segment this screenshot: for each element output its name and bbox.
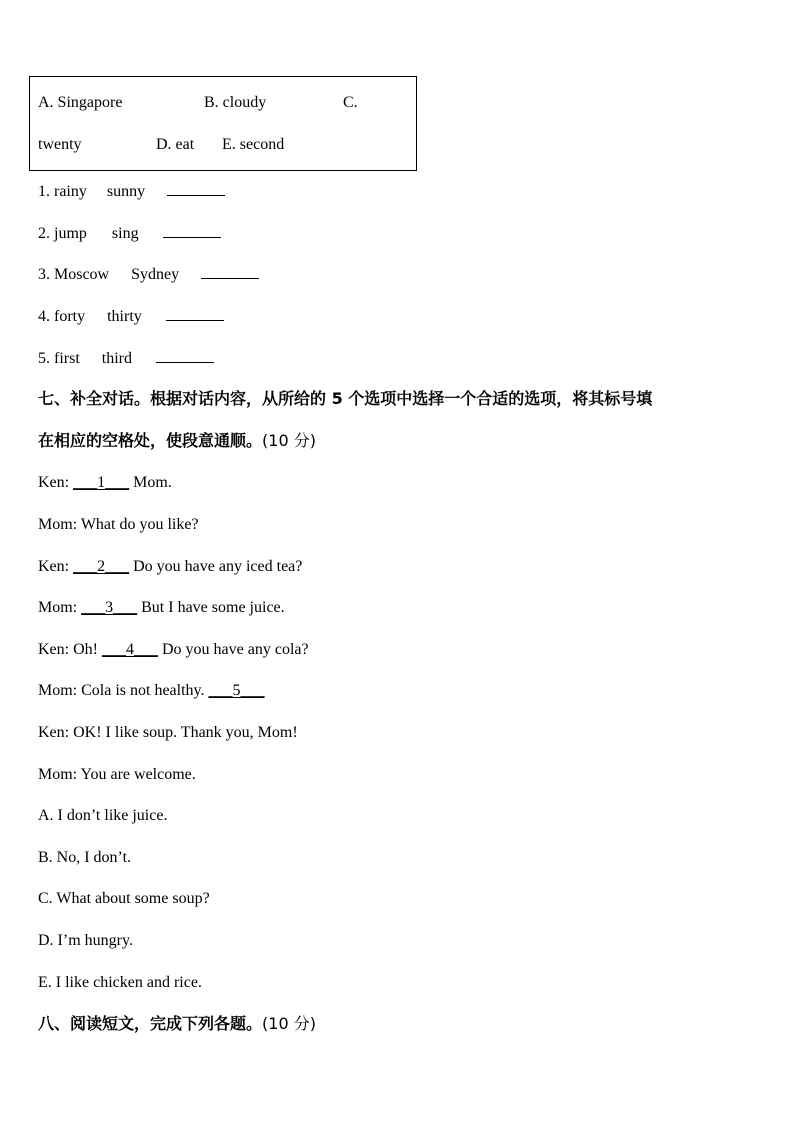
word-item	[38, 184, 225, 200]
dialogue-text: Ken: OK! I like soup. Thank you, Mom!	[38, 724, 298, 741]
dialogue-text: Mom: What do you like?	[38, 516, 199, 533]
dialogue-text: Mom: You are welcome.	[38, 766, 196, 783]
word-item-num: 3. Moscow	[38, 266, 110, 283]
dialogue-speaker: Ken:	[38, 474, 74, 491]
word-item	[38, 309, 224, 325]
word-item-num: 5. first	[38, 350, 80, 367]
word-item	[38, 267, 259, 283]
dialogue-blank[interactable]: ___5___	[208, 682, 265, 699]
option-d: D. eat	[156, 136, 195, 153]
dialogue-speaker: Mom: Cola is not healthy.	[38, 682, 209, 699]
dialogue-speaker: Ken:	[38, 558, 74, 575]
dialogue-text: Do you have any iced tea?	[129, 558, 303, 575]
word-item-word: Sydney	[131, 266, 180, 283]
word-item-num: 4. forty	[38, 308, 86, 325]
word-item	[38, 351, 214, 367]
answer-blank[interactable]	[163, 236, 221, 238]
section8-heading	[38, 1016, 316, 1033]
answer-blank[interactable]	[166, 319, 224, 321]
dialogue-text: Mom.	[129, 474, 172, 491]
section7-heading-line1: 七、补全对话。根据对话内容，从所给的 5 个选项中选择一个合适的选项，将其标号填	[38, 389, 653, 408]
dialogue-line	[38, 767, 196, 783]
word-item-num: 1. rainy	[38, 183, 87, 200]
dialogue-blank[interactable]: ___1___	[73, 474, 130, 491]
section8-heading-text: 八、阅读短文，完成下列各题。	[38, 1014, 263, 1033]
option-a: A. Singapore	[38, 94, 123, 111]
section7-heading-line2	[38, 433, 316, 450]
dialogue-blank[interactable]: ___2___	[73, 558, 130, 575]
word-item-word: third	[101, 350, 132, 367]
dialogue-text: Do you have any cola?	[157, 641, 309, 658]
option-b: B. cloudy	[204, 94, 267, 111]
option-c: C.	[343, 94, 358, 111]
dialogue-speaker: Ken: Oh!	[38, 641, 102, 658]
dialogue-blank[interactable]: ___3___	[81, 599, 138, 616]
section7-heading-text: 在相应的空格处，使段意通顺。	[38, 431, 263, 450]
answer-blank[interactable]	[201, 277, 259, 279]
answer-blank[interactable]	[156, 361, 214, 363]
word-item	[38, 226, 221, 242]
word-item-word: sunny	[106, 183, 146, 200]
dialogue-line	[38, 475, 172, 491]
answer-option-d: D. I’m hungry.	[38, 932, 133, 949]
dialogue-speaker: Mom:	[38, 599, 82, 616]
answer-blank[interactable]	[167, 194, 225, 196]
word-item-word: sing	[111, 225, 139, 242]
word-item-word: thirty	[107, 308, 142, 325]
option-e: E. second	[222, 136, 285, 153]
section8-score: (10 分)	[262, 1014, 316, 1033]
answer-option-c: C. What about some soup?	[38, 890, 210, 907]
dialogue-line	[38, 642, 309, 658]
dialogue-blank[interactable]: ___4___	[101, 641, 158, 658]
option-c-word: twenty	[38, 136, 82, 153]
answer-option-a: A. I don’t like juice.	[38, 807, 168, 824]
dialogue-line	[38, 600, 285, 616]
answer-option-e: E. I like chicken and rice.	[38, 974, 202, 991]
section7-score: (10 分)	[262, 431, 316, 450]
dialogue-line	[38, 683, 265, 699]
dialogue-line	[38, 517, 199, 533]
answer-option-b: B. No, I don’t.	[38, 849, 132, 866]
word-options-box	[29, 76, 417, 171]
word-item-num: 2. jump	[38, 225, 87, 242]
dialogue-line	[38, 725, 298, 741]
dialogue-line	[38, 559, 302, 575]
dialogue-text: But I have some juice.	[137, 599, 285, 616]
